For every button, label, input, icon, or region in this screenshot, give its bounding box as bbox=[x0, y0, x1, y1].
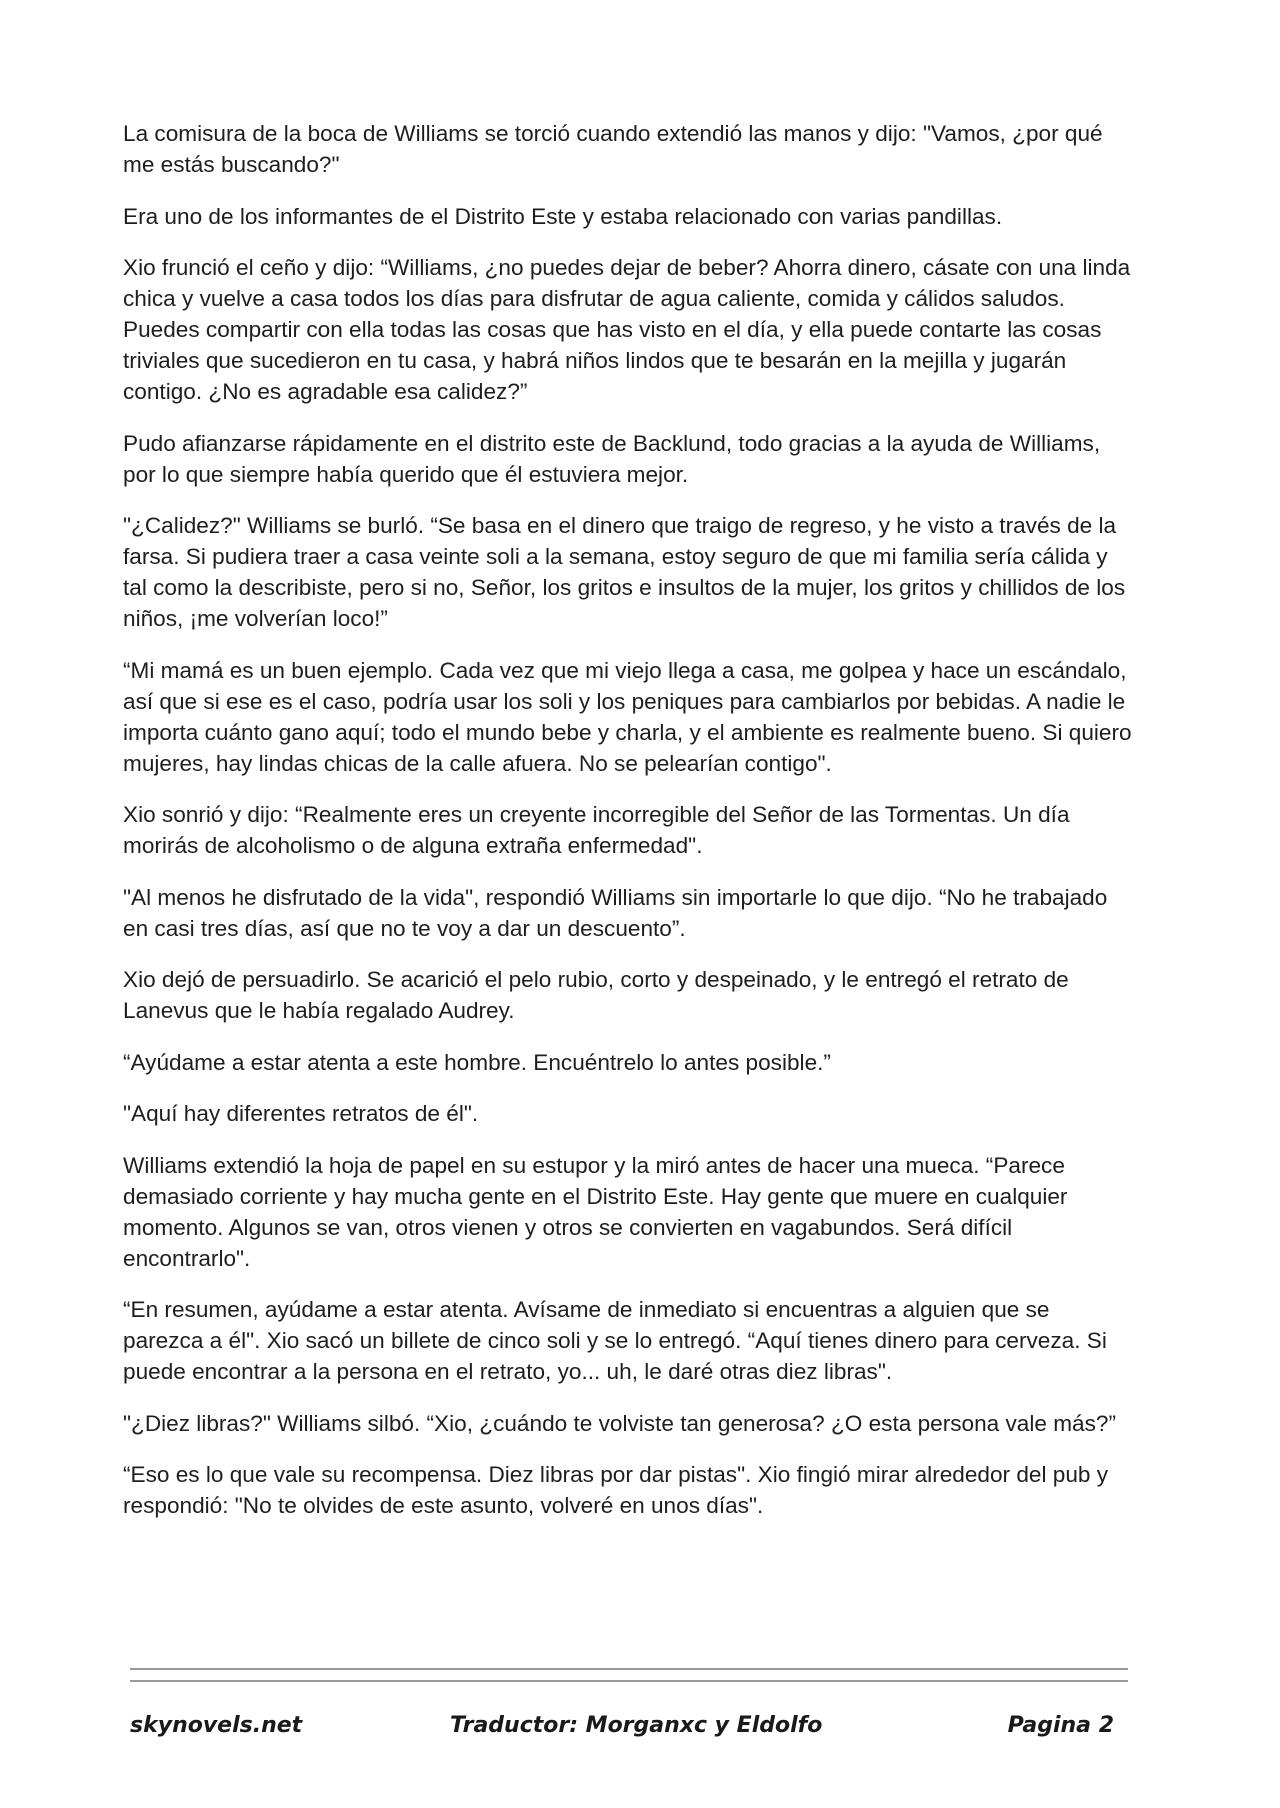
divider-line bbox=[130, 1668, 1128, 1670]
paragraph: Williams extendió la hoja de papel en su estupor y la miró antes de hacer una mueca. “Parece demasiado corriente y hay mucha gente en el Distrito Este. Hay gente que muere en cualquier momento. Algunos se van, otros vienen y otros se convierten en vagabundos. Será difícil encontrarlo". bbox=[123, 1152, 1068, 1271]
paragraph: "¿Calidez?" Williams se burló. “Se basa en el dinero que traigo de regreso, y he visto a través de la farsa. Si pudiera traer a casa veinte soli a la semana, estoy seguro de que mi familia sería cálida y tal como la describiste, pero si no, Señor, los gritos e insultos de la mujer, los gritos y chillidos de los niños, ¡me volverían loco!” bbox=[123, 513, 1126, 631]
paragraph: Xio dejó de persuadirlo. Se acarició el pelo rubio, corto y despeinado, y le entregó el retrato de Lanevus que le había regalado Audrey. bbox=[123, 967, 1069, 1023]
divider-line bbox=[130, 1680, 1128, 1682]
paragraph: “Ayúdame a estar atenta a este hombre. Encuéntrelo lo antes posible.” bbox=[123, 1049, 831, 1075]
paragraph: "¿Diez libras?" Williams silbó. “Xio, ¿cuándo te volviste tan generosa? ¿O esta persona vale más?” bbox=[123, 1410, 1117, 1436]
paragraph: Pudo afianzarse rápidamente en el distrito este de Backlund, todo gracias a la ayuda de Williams, por lo que siempre había querido que él estuviera mejor. bbox=[123, 430, 1101, 487]
paragraph: "Aquí hay diferentes retratos de él". bbox=[123, 1101, 479, 1126]
paragraph: Xio frunció el ceño y dijo: “Williams, ¿no puedes dejar de beber? Ahorra dinero, cásate con una linda chica y vuelve a casa todos los días para disfrutar de agua caliente, comida y cálidos saludos. Puedes compartir con ella todas las cosas que has visto en el día, y ella puede contarte las cosas triviales que sucedieron en tu casa, y habrá niños lindos que te besarán en la mejilla y jugarán contigo. ¿No es agradable esa calidez?” bbox=[123, 255, 1131, 404]
paragraph: Era uno de los informantes de el Distrito Este y estaba relacionado con varias pandillas. bbox=[123, 203, 1003, 229]
footer-site: skynovels.net bbox=[130, 1713, 303, 1738]
paragraph: “Mi mamá es un buen ejemplo. Cada vez que mi viejo llega a casa, me golpea y hace un escándalo, así que si ese es el caso, podría usar los soli y los peniques para cambiarlos por bebidas. A nadie le importa cuánto gano aquí; todo el mundo bebe y charla, y el ambiente es realmente bueno. Si quiero mujeres, hay lindas chicas de la calle afuera. No se pelearían contigo". bbox=[123, 657, 1132, 776]
paragraph: "Al menos he disfrutado de la vida", respondió Williams sin importarle lo que dijo. “No he trabajado en casi tres días, así que no te voy a dar un descuento”. bbox=[123, 884, 1108, 941]
paragraph: “Eso es lo que vale su recompensa. Diez libras por dar pistas". Xio fingió mirar alrededor del pub y respondió: "No te olvides de este asunto, volveré en unos días". bbox=[123, 1462, 1109, 1518]
paragraph: “En resumen, ayúdame a estar atenta. Avísame de inmediato si encuentras a alguien que se parezca a él". Xio sacó un billete de cinco soli y se lo entregó. “Aquí tienes dinero para cerveza. Si puede encontrar a la persona en el retrato, yo... uh, le daré otras diez libras". bbox=[123, 1297, 1107, 1384]
body-text bbox=[123, 118, 1133, 1542]
footer-divider bbox=[130, 1668, 1128, 1692]
page-footer bbox=[130, 1713, 1120, 1749]
footer-translator: Traductor: Morganxc y Eldolfo bbox=[450, 1713, 823, 1738]
paragraph: La comisura de la boca de Williams se torció cuando extendió las manos y dijo: "Vamos, ¿por qué me estás buscando?" bbox=[123, 121, 1103, 177]
footer-page-number: Pagina 2 bbox=[1007, 1713, 1114, 1738]
paragraph: Xio sonrió y dijo: “Realmente eres un creyente incorregible del Señor de las Tormentas. Un día morirás de alcoholismo o de alguna extraña enfermedad". bbox=[123, 802, 1070, 858]
